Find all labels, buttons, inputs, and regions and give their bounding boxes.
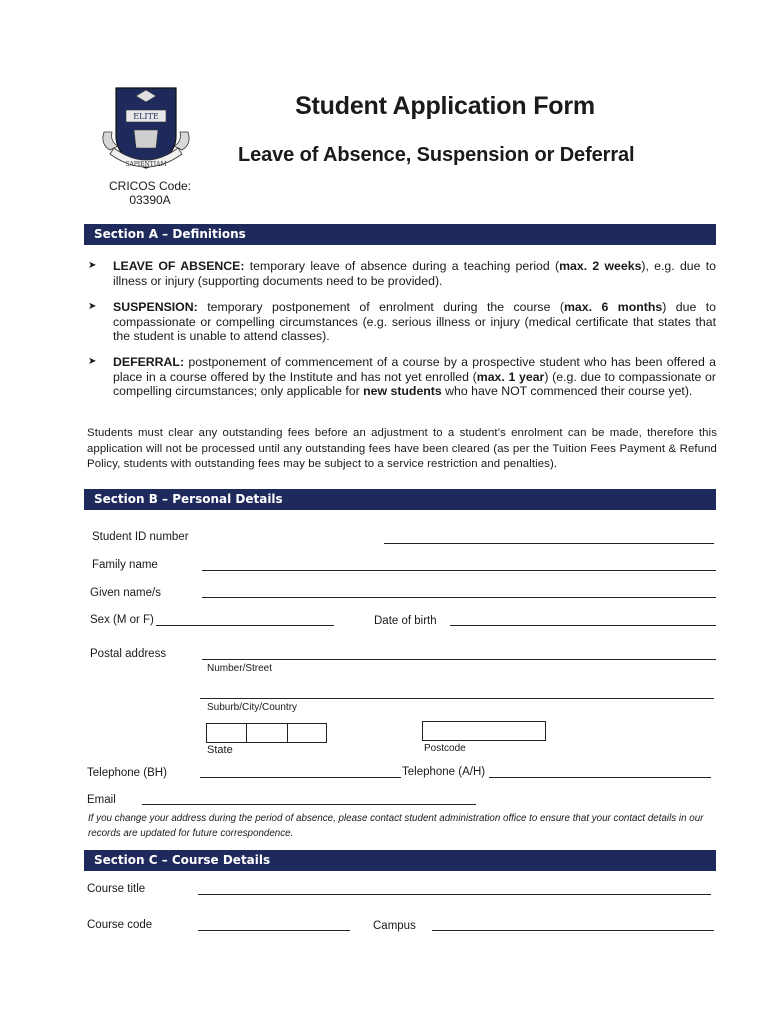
email-field[interactable] [142,804,476,805]
definition-limit: max. 6 months [563,300,663,314]
course-code-label: Course code [87,919,153,931]
state-box-3[interactable] [287,723,327,743]
dob-field[interactable] [450,625,716,626]
campus-label: Campus [373,920,416,932]
definition-text: temporary leave of absence during a teaching period ( [244,259,560,273]
course-code-field[interactable] [198,930,350,931]
definition-text: ) (e.g. due to compassionate or compelling circumstances; only applicable for [113,369,716,398]
logo-text: ELITE [133,112,159,121]
campus-field[interactable] [432,930,714,931]
family-name-label: Family name [92,559,158,571]
term: LEAVE OF ABSENCE: [113,259,245,273]
postcode-box[interactable] [422,721,546,741]
cricos-label: CRICOS Code: [108,179,192,193]
suburb-label: Suburb/City/Country [207,702,298,713]
course-title-label: Course title [87,883,146,895]
definition-text: who have NOT commenced their course yet). [441,384,693,398]
sex-field[interactable] [156,625,334,626]
given-names-field[interactable] [202,597,716,598]
student-id-label: Student ID number [92,531,189,543]
definition-emphasis: new students [363,384,442,398]
definition-text: ), e.g. due to illness or injury (supporting documents need to be provided). [113,259,716,288]
state-label: State [207,744,233,756]
page-subtitle: Leave of Absence, Suspension or Deferral [238,144,635,166]
definition-deferral [88,355,716,399]
arrow-bullet-icon: ➤ [88,356,97,367]
logo-motto: SAPIENTIAM [125,161,167,168]
fees-note: Students must clear any outstanding fees before an adjustment to a student’s enrolment can be made, therefore this application will not be processed until any outstanding fees have been cleared (as per the Tuition Fees Payment & Refund Policy, students with outstanding fees may be subject to a service restriction and penalties). [87,427,717,470]
number-street-label: Number/Street [207,663,273,674]
definition-leave-of-absence [88,259,716,288]
section-c-heading: Section C – Course Details [84,850,716,871]
postcode-label: Postcode [424,743,466,754]
telephone-bh-field[interactable] [200,777,401,778]
postal-address-label: Postal address [90,648,167,660]
state-box-1[interactable] [206,723,247,743]
dob-label: Date of birth [374,615,437,627]
arrow-bullet-icon: ➤ [88,301,97,312]
definition-text: ) due to compassionate or compelling circumstances (e.g. serious illness or injury (medical certificate that states that the student is unable to attend classes). [113,300,717,343]
number-street-field[interactable] [202,659,716,660]
cricos-code: 03390A [129,193,171,207]
email-label: Email [87,794,116,806]
arrow-bullet-icon: ➤ [88,260,97,271]
address-change-note: If you change your address during the period of absence, please contact student administration office to ensure that your contact details in our records are updated for future correspondence. [88,813,704,839]
term: DEFERRAL: [113,355,185,369]
state-box-2[interactable] [246,723,288,743]
given-names-label: Given name/s [90,587,161,599]
section-a-heading: Section A – Definitions [84,224,716,245]
cricos-block [100,179,200,207]
student-id-field[interactable] [384,543,714,544]
definition-text: temporary postponement of enrolment during the course ( [197,300,564,314]
definition-limit: max. 1 year [476,369,545,384]
definition-text: postponement of commencement of a course by a prospective student who has been offered a place in a course offered by the Institute and has not yet enrolled ( [113,355,716,384]
definition-limit: max. 2 weeks [559,259,642,273]
family-name-field[interactable] [202,570,716,571]
telephone-ah-label: Telephone (A/H) [402,766,486,778]
definition-suspension [88,300,716,344]
telephone-bh-label: Telephone (BH) [87,767,167,779]
page-title: Student Application Form [295,92,595,120]
sex-label: Sex (M or F) [90,614,154,626]
telephone-ah-field[interactable] [489,777,711,778]
suburb-field[interactable] [200,698,714,699]
term: SUSPENSION: [113,300,198,314]
course-title-field[interactable] [198,894,711,895]
section-b-heading: Section B – Personal Details [84,489,716,510]
